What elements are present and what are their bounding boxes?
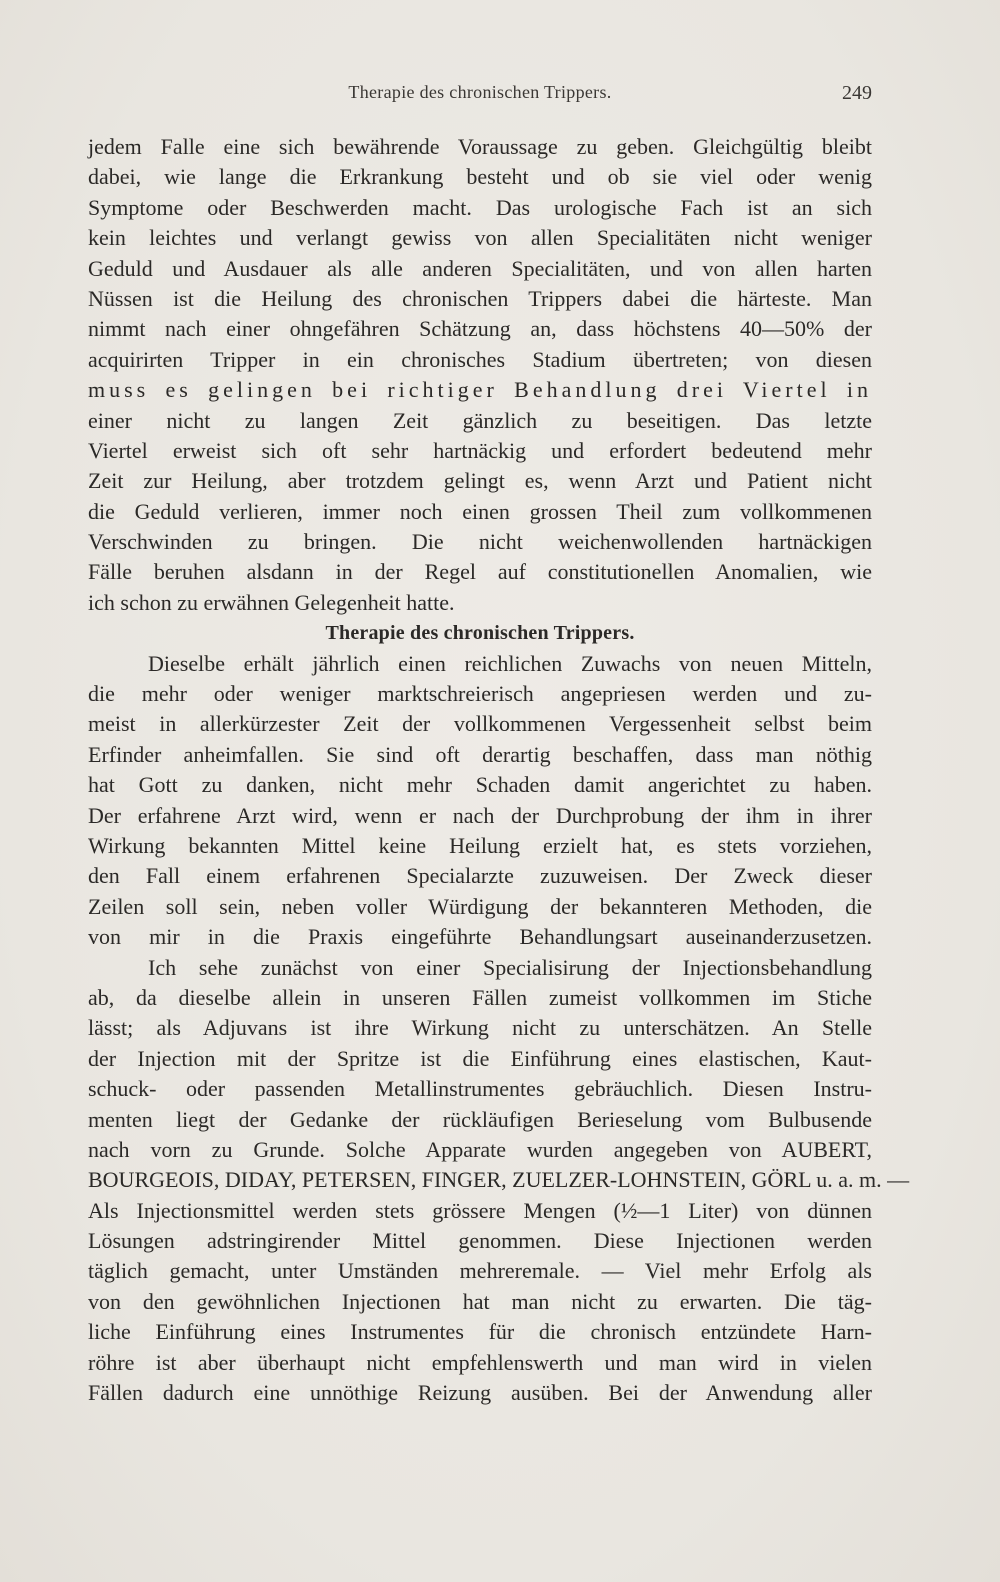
text-line: Geduld und Ausdauer als alle anderen Specialitäten, und von allen harten	[88, 255, 872, 281]
text-line: jedem Falle eine sich bewährende Voraussage zu geben. Gleichgültig bleibt	[88, 134, 872, 159]
text-line: ab, da dieselbe allein in unseren Fällen zumeist vollkommen im Stiche	[88, 984, 872, 1010]
text-line: Zeilen soll sein, neben voller Würdigung der bekannteren Methoden, die	[88, 893, 872, 919]
text-line: Ich sehe zunächst von einer Specialisirung der Injectionsbehandlung	[148, 954, 872, 980]
text-line: Symptome oder Beschwerden macht. Das urologische Fach ist an sich	[88, 194, 872, 220]
text-line: meist in allerkürzester Zeit der vollkommenen Vergessenheit selbst beim	[88, 711, 872, 737]
text-line: ich schon zu erwähnen Gelegenheit hatte.	[88, 589, 455, 615]
text-line: von den gewöhnlichen Injectionen hat man nicht zu erwarten. Die täg-	[88, 1288, 872, 1314]
text-line: lässt; als Adjuvans ist ihre Wirkung nicht zu unterschätzen. An Stelle	[88, 1015, 872, 1041]
text-line: nimmt nach einer ohngefähren Schätzung an, dass höchstens 40—50% der	[88, 316, 872, 342]
section-heading: Therapie des chronischen Trippers.	[325, 622, 635, 645]
running-title: Therapie des chronischen Trippers.	[348, 82, 612, 102]
paragraph-2	[88, 649, 872, 953]
text-line: kein leichtes und verlangt gewiss von allen Specialitäten nicht weniger	[88, 225, 872, 251]
text-line: Lösungen adstringirender Mittel genommen. Diese Injectionen werden	[88, 1228, 872, 1254]
text-line: Der erfahrene Arzt wird, wenn er nach der Durchprobung der ihm in ihrer	[88, 802, 872, 828]
text-line: hat Gott zu danken, nicht mehr Schaden damit angerichtet zu haben.	[88, 772, 872, 798]
text-line: Erfinder anheimfallen. Sie sind oft derartig beschaffen, dass man nöthig	[88, 741, 872, 767]
text-line: einer nicht zu langen Zeit gänzlich zu beseitigen. Das letzte	[88, 407, 872, 433]
text-line: Fällen dadurch eine unnöthige Reizung ausüben. Bei der Anwendung aller	[88, 1380, 872, 1406]
text-line: Dieselbe erhält jährlich einen reichlichen Zuwachs von neuen Mitteln,	[148, 650, 872, 676]
text-line: Fälle beruhen alsdann in der Regel auf constitutionellen Anomalien, wie	[88, 559, 872, 585]
text-line: acquirirten Tripper in ein chronisches Stadium übertreten; von diesen	[88, 346, 872, 372]
text-line: Viertel erweist sich oft sehr hartnäckig und erfordert bedeutend mehr	[88, 437, 872, 463]
text-line: der Injection mit der Spritze ist die Einführung eines elastischen, Kaut-	[88, 1045, 872, 1071]
text-line: die Geduld verlieren, immer noch einen grossen Theil zum vollkommenen	[88, 498, 872, 524]
paragraph-3	[88, 953, 910, 1409]
text-line-spaced: muss es gelingen bei richtiger Behandlung drei Viertel in	[88, 377, 872, 403]
page-number: 249	[842, 82, 872, 104]
text-line: von mir in die Praxis eingeführte Behandlungsart auseinanderzusetzen.	[88, 924, 872, 950]
text-line: Wirkung bekannten Mittel keine Heilung erzielt hat, es stets vorziehen,	[88, 832, 872, 858]
text-line: Verschwinden zu bringen. Die nicht weichenwollenden hartnäckigen	[88, 529, 872, 555]
running-header	[88, 82, 872, 112]
text-line: dabei, wie lange die Erkrankung besteht und ob sie viel oder wenig	[88, 164, 872, 190]
text-line: Als Injectionsmittel werden stets grössere Mengen (½—1 Liter) von dünnen	[88, 1197, 872, 1223]
text-line: schuck- oder passenden Metallinstrumentes gebräuchlich. Diesen Instru-	[88, 1076, 872, 1102]
text-line: Nüssen ist die Heilung des chronischen Trippers dabei die härteste. Man	[88, 285, 872, 311]
text-line: liche Einführung eines Instrumentes für die chronisch entzündete Harn-	[88, 1319, 872, 1345]
text-line: die mehr oder weniger marktschreierisch angepriesen werden und zu-	[88, 681, 872, 707]
text-line: BOURGEOIS, DIDAY, PETERSEN, FINGER, ZUELZER-LOHNSTEIN, GÖRL u. a. m. —	[88, 1167, 910, 1193]
text-line: Zeit zur Heilung, aber trotzdem gelingt es, wenn Arzt und Patient nicht	[88, 468, 872, 494]
text-line: menten liegt der Gedanke der rückläufigen Berieselung vom Bulbusende	[88, 1106, 872, 1132]
text-line: nach vorn zu Grunde. Solche Apparate wurden angegeben von AUBERT,	[88, 1136, 872, 1162]
text-line: röhre ist aber überhaupt nicht empfehlenswerth und man wird in vielen	[88, 1349, 872, 1375]
text-line: den Fall einem erfahrenen Specialarzte zuzuweisen. Der Zweck dieser	[88, 863, 872, 889]
page-body	[88, 132, 910, 1408]
paragraph-1	[88, 132, 872, 618]
text-line: täglich gemacht, unter Umständen mehreremale. — Viel mehr Erfolg als	[88, 1258, 872, 1284]
